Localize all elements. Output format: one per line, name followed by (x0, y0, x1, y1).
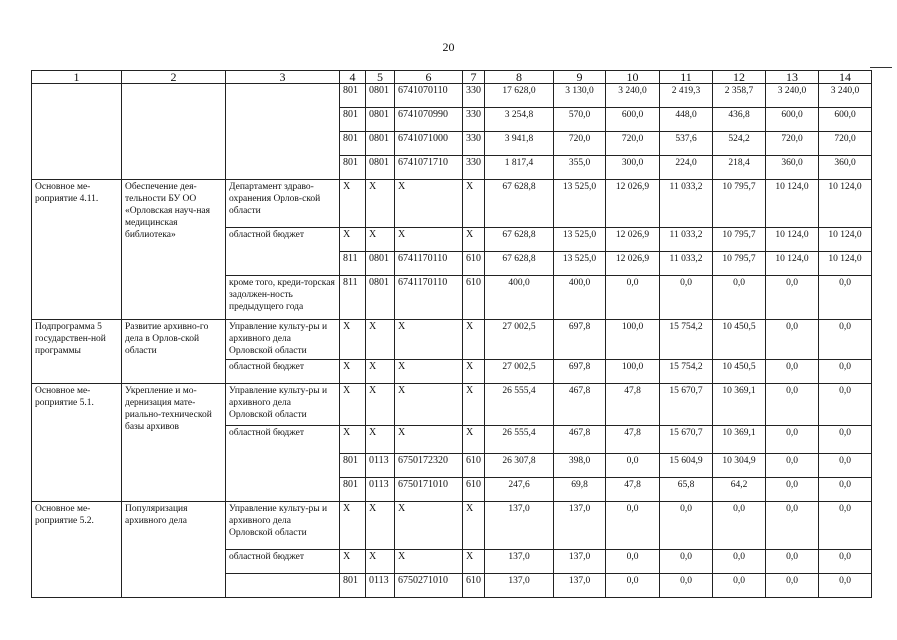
amount-cell: 0,0 (819, 360, 872, 384)
code-cell: X (366, 360, 395, 384)
program-name-cell: Основное ме-роприятие 5.1. (32, 384, 122, 502)
amount-cell: 13 525,0 (554, 228, 606, 252)
table-row (32, 84, 872, 108)
amount-cell: 0,0 (819, 454, 872, 478)
amount-cell: 0,0 (713, 276, 766, 320)
col-header: 5 (366, 71, 395, 84)
code-cell: X (463, 384, 485, 426)
amount-cell: 0,0 (819, 320, 872, 360)
col-header: 8 (485, 71, 554, 84)
amount-cell: 0,0 (766, 384, 819, 426)
code-cell: 330 (463, 156, 485, 180)
col-header: 6 (395, 71, 463, 84)
amount-cell: 10 795,7 (713, 228, 766, 252)
amount-cell: 0,0 (766, 550, 819, 574)
code-cell: 6741170110 (395, 252, 463, 276)
executor-cell: областной бюджет (226, 360, 340, 384)
code-cell: 330 (463, 108, 485, 132)
amount-cell: 537,6 (660, 132, 713, 156)
amount-cell: 10 450,5 (713, 320, 766, 360)
code-cell: 801 (340, 132, 366, 156)
program-title-cell: Обеспечение дея-тельности БУ ОО «Орловская науч-ная медицинская библиотека» (122, 180, 226, 320)
amount-cell: 15 670,7 (660, 384, 713, 426)
amount-cell: 10 124,0 (819, 180, 872, 228)
code-cell: 801 (340, 478, 366, 502)
amount-cell: 3 941,8 (485, 132, 554, 156)
amount-cell: 3 240,0 (819, 84, 872, 108)
executor-cell (226, 84, 340, 180)
amount-cell: 10 369,1 (713, 384, 766, 426)
code-cell: X (366, 502, 395, 550)
amount-cell: 10 450,5 (713, 360, 766, 384)
amount-cell: 0,0 (713, 550, 766, 574)
amount-cell: 137,0 (554, 502, 606, 550)
amount-cell: 10 124,0 (819, 228, 872, 252)
code-cell: 801 (340, 108, 366, 132)
code-cell: X (395, 360, 463, 384)
table-row (32, 502, 872, 550)
code-cell: 801 (340, 84, 366, 108)
code-cell: X (366, 228, 395, 252)
code-cell: X (340, 320, 366, 360)
code-cell: 6741070110 (395, 84, 463, 108)
code-cell: 0801 (366, 156, 395, 180)
amount-cell: 600,0 (819, 108, 872, 132)
col-header: 11 (660, 71, 713, 84)
code-cell: X (463, 426, 485, 454)
amount-cell: 1 817,4 (485, 156, 554, 180)
code-cell: X (340, 384, 366, 426)
amount-cell: 0,0 (660, 550, 713, 574)
code-cell: 6750271010 (395, 574, 463, 598)
amount-cell: 15 670,7 (660, 426, 713, 454)
amount-cell: 720,0 (606, 132, 660, 156)
table-row (32, 384, 872, 426)
amount-cell: 137,0 (554, 574, 606, 598)
program-name-cell: Подпрограмма 5 государствен-ной программы (32, 320, 122, 384)
amount-cell: 0,0 (660, 502, 713, 550)
code-cell: 6741071000 (395, 132, 463, 156)
col-header: 10 (606, 71, 660, 84)
amount-cell: 137,0 (554, 550, 606, 574)
amount-cell: 524,2 (713, 132, 766, 156)
col-header: 4 (340, 71, 366, 84)
amount-cell: 67 628,8 (485, 228, 554, 252)
amount-cell: 17 628,0 (485, 84, 554, 108)
amount-cell: 0,0 (766, 320, 819, 360)
amount-cell: 400,0 (554, 276, 606, 320)
amount-cell: 100,0 (606, 360, 660, 384)
amount-cell: 10 124,0 (819, 252, 872, 276)
code-cell: X (463, 550, 485, 574)
code-cell: 6741170110 (395, 276, 463, 320)
code-cell: X (340, 426, 366, 454)
margin-rule (870, 67, 892, 68)
code-cell: X (340, 550, 366, 574)
code-cell: 6750171010 (395, 478, 463, 502)
amount-cell: 436,8 (713, 108, 766, 132)
amount-cell: 11 033,2 (660, 180, 713, 228)
amount-cell: 0,0 (819, 478, 872, 502)
code-cell: 610 (463, 276, 485, 320)
code-cell: 0801 (366, 252, 395, 276)
code-cell: X (463, 320, 485, 360)
code-cell: X (366, 320, 395, 360)
col-header: 14 (819, 71, 872, 84)
amount-cell: 65,8 (660, 478, 713, 502)
header-row (32, 71, 872, 84)
code-cell: 0801 (366, 84, 395, 108)
amount-cell: 0,0 (606, 454, 660, 478)
col-header: 7 (463, 71, 485, 84)
executor-cell: Управление культу-ры и архивного дела Орловской области (226, 502, 340, 550)
table-row (32, 180, 872, 228)
code-cell: 6741070990 (395, 108, 463, 132)
amount-cell: 0,0 (766, 454, 819, 478)
code-cell: 0801 (366, 132, 395, 156)
amount-cell: 3 130,0 (554, 84, 606, 108)
amount-cell: 448,0 (660, 108, 713, 132)
amount-cell: 0,0 (766, 478, 819, 502)
code-cell: 610 (463, 478, 485, 502)
code-cell: 6750172320 (395, 454, 463, 478)
amount-cell: 300,0 (606, 156, 660, 180)
amount-cell: 600,0 (766, 108, 819, 132)
amount-cell: 26 555,4 (485, 426, 554, 454)
amount-cell: 467,8 (554, 426, 606, 454)
amount-cell: 15 754,2 (660, 360, 713, 384)
amount-cell: 0,0 (606, 550, 660, 574)
amount-cell: 0,0 (606, 574, 660, 598)
amount-cell: 0,0 (713, 574, 766, 598)
amount-cell: 0,0 (766, 502, 819, 550)
col-header: 1 (32, 71, 122, 84)
amount-cell: 11 033,2 (660, 252, 713, 276)
amount-cell: 218,4 (713, 156, 766, 180)
code-cell: 0113 (366, 574, 395, 598)
code-cell: X (340, 180, 366, 228)
table-row (32, 320, 872, 360)
amount-cell: 720,0 (554, 132, 606, 156)
amount-cell: 3 240,0 (766, 84, 819, 108)
amount-cell: 3 254,8 (485, 108, 554, 132)
amount-cell: 13 525,0 (554, 180, 606, 228)
amount-cell: 10 795,7 (713, 252, 766, 276)
col-header: 12 (713, 71, 766, 84)
amount-cell: 0,0 (713, 502, 766, 550)
amount-cell: 697,8 (554, 360, 606, 384)
amount-cell: 0,0 (660, 574, 713, 598)
code-cell: 0801 (366, 276, 395, 320)
amount-cell: 27 002,5 (485, 320, 554, 360)
code-cell: 0113 (366, 478, 395, 502)
amount-cell: 0,0 (606, 502, 660, 550)
code-cell: X (395, 320, 463, 360)
amount-cell: 570,0 (554, 108, 606, 132)
program-name-cell (32, 84, 122, 180)
amount-cell: 67 628,8 (485, 252, 554, 276)
code-cell: X (340, 502, 366, 550)
code-cell: 811 (340, 252, 366, 276)
amount-cell: 0,0 (766, 360, 819, 384)
col-header: 13 (766, 71, 819, 84)
amount-cell: 137,0 (485, 550, 554, 574)
program-title-cell: Развитие архивно-го дела в Орлов-ской области (122, 320, 226, 384)
amount-cell: 600,0 (606, 108, 660, 132)
amount-cell: 15 604,9 (660, 454, 713, 478)
executor-cell: Управление культу-ры и архивного дела Орловской области (226, 384, 340, 426)
executor-cell: Департамент здраво-охранения Орлов-ской области (226, 180, 340, 228)
code-cell: X (463, 180, 485, 228)
amount-cell: 100,0 (606, 320, 660, 360)
amount-cell: 697,8 (554, 320, 606, 360)
amount-cell: 10 304,9 (713, 454, 766, 478)
amount-cell: 0,0 (819, 426, 872, 454)
amount-cell: 0,0 (819, 384, 872, 426)
amount-cell: 26 307,8 (485, 454, 554, 478)
amount-cell: 360,0 (819, 156, 872, 180)
code-cell: 610 (463, 252, 485, 276)
amount-cell: 360,0 (766, 156, 819, 180)
page-number: 20 (442, 40, 455, 54)
amount-cell: 137,0 (485, 574, 554, 598)
amount-cell: 13 525,0 (554, 252, 606, 276)
code-cell: 330 (463, 84, 485, 108)
amount-cell: 467,8 (554, 384, 606, 426)
code-cell: X (395, 550, 463, 574)
code-cell: 6741071710 (395, 156, 463, 180)
program-title-cell: Укрепление и мо-дернизация мате-риально-технической базы архивов (122, 384, 226, 502)
amount-cell: 0,0 (819, 574, 872, 598)
amount-cell: 355,0 (554, 156, 606, 180)
code-cell: 610 (463, 574, 485, 598)
amount-cell: 0,0 (819, 550, 872, 574)
amount-cell: 10 124,0 (766, 228, 819, 252)
code-cell: X (340, 228, 366, 252)
code-cell: X (366, 550, 395, 574)
amount-cell: 47,8 (606, 478, 660, 502)
code-cell: X (395, 180, 463, 228)
code-cell: X (366, 384, 395, 426)
executor-cell: областной бюджет (226, 426, 340, 502)
code-cell: X (340, 360, 366, 384)
amount-cell: 0,0 (766, 574, 819, 598)
col-header: 2 (122, 71, 226, 84)
amount-cell: 67 628,8 (485, 180, 554, 228)
amount-cell: 10 124,0 (766, 180, 819, 228)
code-cell: 801 (340, 156, 366, 180)
amount-cell: 720,0 (766, 132, 819, 156)
amount-cell: 12 026,9 (606, 252, 660, 276)
code-cell: X (395, 502, 463, 550)
amount-cell: 64,2 (713, 478, 766, 502)
amount-cell: 10 369,1 (713, 426, 766, 454)
amount-cell: 2 419,3 (660, 84, 713, 108)
code-cell: X (395, 384, 463, 426)
budget-table (31, 70, 872, 598)
amount-cell: 2 358,7 (713, 84, 766, 108)
code-cell: 801 (340, 574, 366, 598)
amount-cell: 47,8 (606, 426, 660, 454)
executor-cell: областной бюджет (226, 228, 340, 276)
amount-cell: 398,0 (554, 454, 606, 478)
amount-cell: 720,0 (819, 132, 872, 156)
amount-cell: 3 240,0 (606, 84, 660, 108)
amount-cell: 0,0 (660, 276, 713, 320)
amount-cell: 10 124,0 (766, 252, 819, 276)
code-cell: 0113 (366, 454, 395, 478)
col-header: 3 (226, 71, 340, 84)
amount-cell: 15 754,2 (660, 320, 713, 360)
amount-cell: 0,0 (766, 276, 819, 320)
code-cell: X (463, 228, 485, 252)
amount-cell: 0,0 (606, 276, 660, 320)
code-cell: X (395, 426, 463, 454)
program-title-cell (122, 84, 226, 180)
amount-cell: 400,0 (485, 276, 554, 320)
program-title-cell: Популяризация архивного дела (122, 502, 226, 598)
executor-cell: кроме того, креди-торская задолжен-ность предыдущего года (226, 276, 340, 320)
amount-cell: 137,0 (485, 502, 554, 550)
executor-cell: областной бюджет (226, 550, 340, 574)
code-cell: X (463, 360, 485, 384)
code-cell: 610 (463, 454, 485, 478)
code-cell: 330 (463, 132, 485, 156)
code-cell: 801 (340, 454, 366, 478)
amount-cell: 0,0 (819, 502, 872, 550)
program-name-cell: Основное ме-роприятие 5.2. (32, 502, 122, 598)
amount-cell: 224,0 (660, 156, 713, 180)
col-header: 9 (554, 71, 606, 84)
amount-cell: 27 002,5 (485, 360, 554, 384)
amount-cell: 11 033,2 (660, 228, 713, 252)
executor-cell: Управление культу-ры и архивного дела Орловской области (226, 320, 340, 360)
amount-cell: 47,8 (606, 384, 660, 426)
amount-cell: 12 026,9 (606, 228, 660, 252)
code-cell: X (366, 180, 395, 228)
code-cell: X (366, 426, 395, 454)
code-cell: X (395, 228, 463, 252)
amount-cell: 12 026,9 (606, 180, 660, 228)
code-cell: 811 (340, 276, 366, 320)
amount-cell: 26 555,4 (485, 384, 554, 426)
code-cell: 0801 (366, 108, 395, 132)
code-cell: X (463, 502, 485, 550)
executor-cell (226, 574, 340, 598)
amount-cell: 247,6 (485, 478, 554, 502)
program-name-cell: Основное ме-роприятие 4.11. (32, 180, 122, 320)
amount-cell: 0,0 (819, 276, 872, 320)
amount-cell: 69,8 (554, 478, 606, 502)
amount-cell: 10 795,7 (713, 180, 766, 228)
amount-cell: 0,0 (766, 426, 819, 454)
